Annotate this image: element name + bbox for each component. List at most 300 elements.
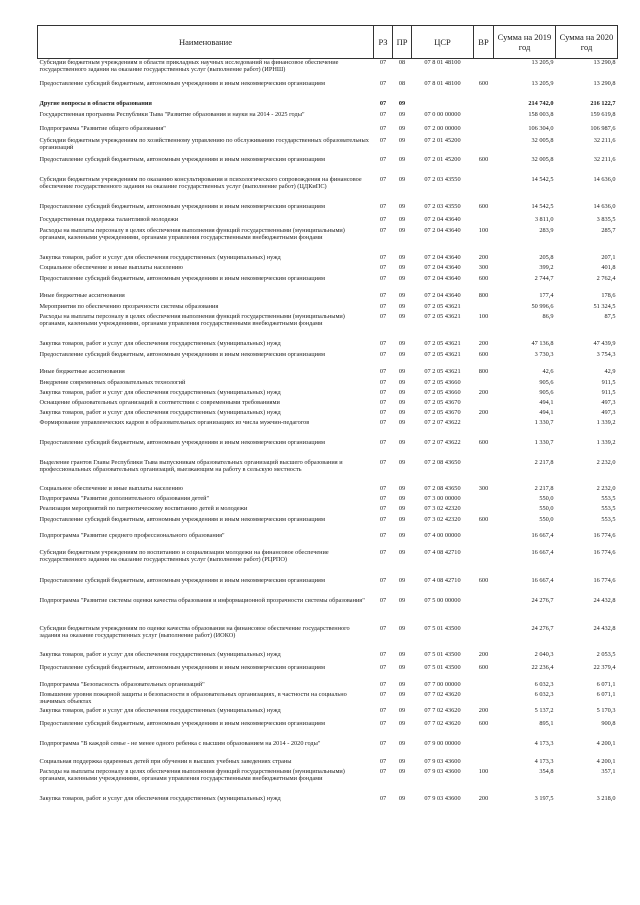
cell-sum-2020: 16 774,6 [593,577,616,584]
table-row [38,419,618,439]
cell-name: Предоставление субсидий бюджетным, автономным учреждениям и иным некоммерческим организациям [39,664,325,671]
table-row [38,664,618,681]
cell-pr: 09 [398,720,406,727]
cell-sum-2019: 2 744,7 [534,275,554,282]
cell-rz: 07 [379,292,387,299]
cell-name: Расходы на выплаты персоналу в целях обеспечения выполнения функций государственными (муниципальными) органами, казенными учреждениями, органами управления государственными внебюджетными фондами [39,313,345,328]
cell-pr: 09 [398,379,406,386]
cell-sum-2019: 3 730,3 [534,351,554,358]
cell-sum-2019: 3 811,0 [534,216,554,223]
cell-sum-2019: 283,9 [539,227,554,234]
cell-name: Расходы на выплаты персоналу в целях обеспечения выполнения функций государственными (муниципальными) органами, казенными учреждениями, органами управления государственными внебюджетными фондами [39,227,345,242]
table-row [38,740,618,758]
cell-sum-2020: 3 218,0 [596,795,616,802]
table-row [38,303,618,313]
cell-sum-2019: 22 236,4 [531,664,554,671]
cell-rz: 07 [379,577,387,584]
cell-rz: 07 [379,340,387,347]
cell-csr: 07 2 04 43640 [424,275,461,282]
cell-name: Реализация мероприятий по патриотическому воспитанию детей и молодежи [39,505,248,512]
cell-vr [474,625,494,651]
cell-sum-2019: 494,1 [539,399,554,406]
cell-rz: 07 [379,59,387,66]
cell-vr [474,597,494,625]
cell-csr: 07 3 00 00000 [424,495,461,502]
cell-rz: 07 [379,389,387,396]
cell-rz: 07 [379,439,387,446]
table-row [38,720,618,740]
cell-rz: 07 [379,399,387,406]
cell-pr: 09 [398,216,406,223]
cell-name: Государственная поддержка талантливой молодежи [39,216,179,223]
cell-csr: 07 2 04 43640 [424,264,461,271]
cell-sum-2019: 16 667,4 [531,577,554,584]
cell-sum-2019: 1 330,7 [534,419,554,426]
header-sum-2020: Сумма на 2020 год [556,26,618,59]
cell-name: Мероприятия по обеспечению прозрачности системы образования [39,303,219,310]
cell-rz: 07 [379,691,387,698]
table-row [38,409,618,419]
cell-sum-2020: 207,1 [601,254,616,261]
cell-csr: 07 9 03 43600 [424,758,461,765]
cell-csr: 07 2 08 43650 [424,485,461,492]
cell-sum-2020: 106 987,6 [590,125,616,132]
cell-vr: 800 [478,292,489,299]
cell-vr [474,740,494,758]
cell-csr: 07 2 05 43621 [424,313,461,320]
cell-sum-2019: 42,6 [542,368,554,375]
cell-vr [474,111,494,125]
table-row [38,758,618,768]
table-body [38,59,618,810]
cell-vr [474,495,494,505]
cell-name: Подпрограмма "Развитие среднего профессионального образования" [39,532,225,539]
cell-vr: 800 [478,368,489,375]
cell-sum-2020: 14 636,0 [593,176,616,183]
cell-name: Иные бюджетные ассигнования [39,292,125,299]
cell-sum-2019: 550,0 [539,516,554,523]
cell-vr: 200 [478,340,489,347]
cell-csr: 07 2 05 43621 [424,340,461,347]
cell-vr [474,549,494,577]
cell-sum-2020: 178,6 [601,292,616,299]
cell-sum-2020: 6 071,1 [596,691,616,698]
cell-name: Субсидии бюджетным учреждениям по оценке качества образования на финансовое обеспечение государственного задания на оказание государственных услуг (выполнение работ) (ИОКО) [39,625,350,640]
cell-csr: 07 2 04 43640 [424,292,461,299]
cell-sum-2020: 285,7 [601,227,616,234]
cell-sum-2019: 47 136,8 [531,340,554,347]
cell-vr [474,399,494,409]
cell-vr [474,100,494,111]
cell-pr: 09 [398,156,406,163]
cell-vr: 100 [478,768,489,775]
cell-pr: 09 [398,707,406,714]
cell-sum-2019: 14 542,5 [531,176,554,183]
cell-sum-2020: 1 339,2 [596,419,616,426]
cell-sum-2020: 51 324,5 [593,303,616,310]
table-row [38,156,618,176]
cell-sum-2019: 3 197,5 [534,795,554,802]
cell-sum-2020: 159 619,8 [590,111,616,118]
cell-vr [474,216,494,227]
cell-pr: 09 [398,227,406,234]
cell-csr: 07 3 02 42320 [424,505,461,512]
cell-pr: 09 [398,125,406,132]
cell-rz: 07 [379,651,387,658]
cell-vr: 200 [478,389,489,396]
cell-sum-2020: 32 211,6 [593,156,616,163]
cell-name: Формирование управленческих кадров в образовательных организациях из числа мужчин-педагогов [39,419,310,426]
cell-vr: 100 [478,313,489,320]
cell-rz: 07 [379,740,387,747]
cell-sum-2019: 2 217,8 [534,485,554,492]
cell-csr: 07 2 05 43621 [424,351,461,358]
cell-csr: 07 2 05 43660 [424,389,461,396]
table-row [38,577,618,597]
table-row [38,532,618,549]
cell-rz: 07 [379,707,387,714]
cell-name: Предоставление субсидий бюджетным, автономным учреждениям и иным некоммерческим организациям [39,577,325,584]
table-row [38,505,618,516]
cell-sum-2019: 24 276,7 [531,597,554,604]
cell-name: Предоставление субсидий бюджетным, автономным учреждениям и иным некоммерческим организациям [39,439,325,446]
cell-csr: 07 2 04 43640 [424,227,461,234]
budget-table [37,25,618,809]
cell-sum-2019: 1 330,7 [534,439,554,446]
cell-csr: 07 2 05 43621 [424,368,461,375]
table-row [38,100,618,111]
cell-pr: 09 [398,651,406,658]
table-row [38,439,618,459]
header-rz: РЗ [374,26,393,59]
cell-sum-2020: 22 379,4 [593,664,616,671]
cell-sum-2019: 399,2 [539,264,554,271]
cell-name: Социальная поддержка одаренных детей при обучении в высших учебных заведениях страны [39,758,292,765]
cell-csr: 07 2 01 45200 [424,156,461,163]
cell-rz: 07 [379,758,387,765]
cell-rz: 07 [379,720,387,727]
table-row [38,59,618,81]
cell-name: Предоставление субсидий бюджетным, автономным учреждениям и иным некоммерческим организациям [39,203,325,210]
cell-name: Предоставление субсидий бюджетным, автономным учреждениям и иным некоммерческим организациям [39,516,325,523]
cell-rz: 07 [379,768,387,775]
cell-sum-2020: 401,8 [601,264,616,271]
table-row [38,137,618,156]
cell-rz: 07 [379,125,387,132]
cell-csr: 07 5 01 43500 [424,651,461,658]
header-name: Наименование [38,26,374,59]
cell-pr: 09 [398,532,406,539]
cell-sum-2020: 911,5 [601,379,616,386]
cell-pr: 09 [398,549,406,556]
cell-name: Закупка товаров, работ и услуг для обеспечения государственных (муниципальных) нужд [39,651,281,658]
table-row [38,292,618,303]
table-row [38,216,618,227]
cell-csr: 07 9 00 00000 [424,740,461,747]
cell-rz: 07 [379,505,387,512]
cell-pr: 09 [398,597,406,604]
cell-pr: 09 [398,419,406,426]
cell-sum-2020: 2 232,0 [596,459,616,466]
cell-sum-2020: 4 200,1 [596,740,616,747]
cell-pr: 09 [398,137,406,144]
cell-pr: 09 [398,254,406,261]
cell-name: Внедрение современных образовательных технологий [39,379,186,386]
cell-name: Предоставление субсидий бюджетным, автономным учреждениям и иным некоммерческим организациям [39,156,325,163]
cell-sum-2020: 3 835,5 [596,216,616,223]
cell-sum-2019: 550,0 [539,495,554,502]
table-row [38,399,618,409]
cell-rz: 07 [379,597,387,604]
cell-sum-2019: 32 005,8 [531,137,554,144]
cell-sum-2020: 357,1 [601,768,616,775]
cell-name: Предоставление субсидий бюджетным, автономным учреждениям и иным некоммерческим организациям [39,720,325,727]
cell-name: Закупка товаров, работ и услуг для обеспечения государственных (муниципальных) нужд [39,254,281,261]
cell-vr: 600 [478,439,489,446]
cell-csr: 07 7 00 00000 [424,681,461,688]
cell-sum-2019: 13 205,9 [531,59,554,66]
cell-csr: 07 2 04 43640 [424,254,461,261]
header-csr: ЦСР [412,26,474,59]
cell-rz: 07 [379,203,387,210]
cell-vr [474,691,494,707]
cell-csr [412,100,474,111]
cell-rz: 07 [379,681,387,688]
cell-vr: 600 [478,577,489,584]
cell-vr: 600 [478,156,489,163]
cell-pr: 09 [398,313,406,320]
cell-sum-2019: 494,1 [539,409,554,416]
table-row [38,264,618,275]
cell-sum-2019: 86,9 [542,313,554,320]
cell-sum-2020: 2 053,5 [596,651,616,658]
cell-sum-2019: 2 040,3 [534,651,554,658]
cell-sum-2020: 216 122,7 [590,100,616,107]
cell-vr: 600 [478,275,489,282]
cell-sum-2020: 5 170,3 [596,707,616,714]
cell-sum-2020: 553,5 [601,495,616,502]
cell-name: Субсидии бюджетным учреждениям в области прикладных научных исследований на финансовое обеспечение государственного задания на оказание государственных услуг (выполнение работ) (ИРНШ) [39,59,339,74]
cell-csr: 07 8 01 48100 [424,80,461,87]
cell-sum-2019: 5 137,2 [534,707,554,714]
cell-name: Подпрограмма "Развитие системы оценки качества образования и информационной прозрачности системы образования" [39,597,365,604]
cell-csr: 07 2 08 43650 [424,459,461,466]
cell-csr: 07 7 02 43620 [424,720,461,727]
cell-sum-2019: 214 742,0 [528,100,554,107]
cell-sum-2020: 4 200,1 [596,758,616,765]
cell-vr: 600 [478,664,489,671]
cell-sum-2019: 6 032,3 [534,681,554,688]
table-row [38,495,618,505]
cell-name: Социальное обеспечение и иные выплаты населению [39,485,183,492]
cell-csr: 07 2 00 00000 [424,125,461,132]
cell-pr: 09 [398,399,406,406]
cell-csr: 07 3 02 42320 [424,516,461,523]
cell-rz: 07 [379,419,387,426]
cell-name: Закупка товаров, работ и услуг для обеспечения государственных (муниципальных) нужд [39,389,281,396]
cell-pr: 09 [398,495,406,502]
cell-name: Расходы на выплаты персоналу в целях обеспечения выполнения функций государственными (муниципальными) органами, казенными учреждениями, органами управления государственными внебюджетными фондами [39,768,345,783]
cell-name: Закупка товаров, работ и услуг для обеспечения государственных (муниципальных) нужд [39,795,281,802]
cell-vr [474,459,494,485]
cell-vr: 600 [478,351,489,358]
table-row [38,340,618,351]
cell-csr: 07 2 05 43660 [424,379,461,386]
cell-csr: 07 2 03 43550 [424,176,461,183]
table-row [38,368,618,379]
cell-vr: 200 [478,651,489,658]
cell-sum-2020: 24 432,8 [593,597,616,604]
cell-pr: 09 [398,459,406,466]
cell-sum-2019: 158 003,8 [528,111,554,118]
cell-pr: 09 [398,409,406,416]
cell-name: Закупка товаров, работ и услуг для обеспечения государственных (муниципальных) нужд [39,707,281,714]
cell-pr: 09 [398,176,406,183]
cell-sum-2020: 2 762,4 [596,275,616,282]
cell-sum-2019: 4 173,3 [534,758,554,765]
table-row [38,203,618,216]
cell-sum-2019: 16 667,4 [531,549,554,556]
cell-rz: 07 [379,303,387,310]
cell-vr [474,681,494,691]
cell-vr: 200 [478,707,489,714]
cell-name: Повышение уровня пожарной защиты и безопасности в образовательных организациях, в частности на социально значимых объектах [39,691,347,706]
cell-sum-2020: 14 636,0 [593,203,616,210]
cell-vr: 100 [478,227,489,234]
cell-sum-2019: 16 667,4 [531,532,554,539]
cell-csr: 07 4 00 00000 [424,532,461,539]
cell-csr: 07 2 01 45200 [424,137,461,144]
cell-sum-2019: 106 304,0 [528,125,554,132]
cell-vr: 300 [478,264,489,271]
cell-pr: 09 [398,111,406,118]
cell-rz: 07 [379,549,387,556]
cell-pr: 09 [398,505,406,512]
cell-rz: 07 [379,264,387,271]
cell-pr: 09 [398,691,406,698]
cell-pr: 09 [398,577,406,584]
table-row [38,313,618,340]
cell-csr: 07 5 01 43500 [424,664,461,671]
cell-vr [474,419,494,439]
cell-sum-2020: 900,8 [601,720,616,727]
cell-csr: 07 9 03 43600 [424,768,461,775]
cell-vr: 200 [478,254,489,261]
cell-csr: 07 2 04 43640 [424,216,461,223]
cell-sum-2019: 32 005,8 [531,156,554,163]
table-row [38,795,618,809]
cell-pr: 09 [398,389,406,396]
cell-vr [474,505,494,516]
cell-sum-2020: 497,3 [601,409,616,416]
cell-rz: 07 [379,80,387,87]
cell-rz: 07 [379,625,387,632]
cell-pr: 09 [398,485,406,492]
cell-name: Социальное обеспечение и иные выплаты населению [39,264,183,271]
cell-rz: 07 [379,532,387,539]
table-row [38,768,618,795]
cell-csr: 07 5 01 43500 [424,625,461,632]
cell-rz: 07 [379,368,387,375]
table-row [38,625,618,651]
cell-sum-2020: 3 754,3 [596,351,616,358]
table-row [38,549,618,577]
cell-csr: 07 7 02 43620 [424,691,461,698]
table-row [38,351,618,368]
cell-sum-2020: 553,5 [601,516,616,523]
cell-pr: 09 [398,681,406,688]
cell-sum-2020: 42,9 [604,368,616,375]
table-row [38,651,618,664]
table-row [38,111,618,125]
cell-sum-2020: 16 774,6 [593,532,616,539]
cell-sum-2019: 13 205,9 [531,80,554,87]
table-row [38,275,618,292]
cell-name: Субсидии бюджетным учреждениям по хозяйственному управлению по обслуживанию государственных образовательных организаций [39,137,369,152]
cell-rz: 07 [379,137,387,144]
cell-pr: 09 [398,275,406,282]
cell-sum-2019: 905,6 [539,379,554,386]
cell-sum-2020: 497,3 [601,399,616,406]
table-row [38,459,618,485]
cell-sum-2019: 177,4 [539,292,554,299]
cell-vr [474,125,494,137]
cell-vr: 600 [478,720,489,727]
cell-name: Государственная программа Республики Тыва "Развитие образования и науки на 2014 - 2025 годы" [39,111,305,118]
cell-rz: 07 [379,459,387,466]
cell-name: Предоставление субсидий бюджетным, автономным учреждениям и иным некоммерческим организациям [39,275,325,282]
header-sum-2019: Сумма на 2019 год [494,26,556,59]
cell-sum-2020: 24 432,8 [593,625,616,632]
cell-rz: 07 [379,351,387,358]
header-row [38,26,618,59]
cell-name: Субсидии бюджетным учреждениям по воспитанию и социализации молодежи на финансовое обеспечение государственного задания на оказание государственных услуг (выполнение работ) (РЦРПО) [39,549,329,564]
cell-vr: 300 [478,485,489,492]
cell-pr: 08 [398,59,406,66]
cell-csr: 07 2 05 43670 [424,399,461,406]
cell-name: Закупка товаров, работ и услуг для обеспечения государственных (муниципальных) нужд [39,340,281,347]
cell-csr: 07 0 00 00000 [424,111,461,118]
cell-name: Закупка товаров, работ и услуг для обеспечения государственных (муниципальных) нужд [39,409,281,416]
budget-sheet [37,25,617,809]
cell-sum-2019: 50 996,6 [531,303,554,310]
cell-csr: 07 2 05 43621 [424,303,461,310]
cell-sum-2019: 205,8 [539,254,554,261]
cell-sum-2020: 13 290,8 [593,59,616,66]
cell-pr: 09 [398,340,406,347]
cell-rz: 07 [379,379,387,386]
cell-rz: 07 [379,100,387,107]
cell-name: Подпрограмма "Безопасность образовательных организаций" [39,681,205,688]
cell-vr: 600 [478,203,489,210]
cell-vr [474,532,494,549]
cell-csr: 07 2 03 43550 [424,203,461,210]
cell-sum-2019: 550,0 [539,505,554,512]
table-row [38,227,618,254]
cell-vr [474,303,494,313]
cell-sum-2020: 911,5 [601,389,616,396]
cell-sum-2020: 47 439,9 [593,340,616,347]
cell-pr: 09 [398,292,406,299]
header-vr: ВР [474,26,494,59]
cell-rz: 07 [379,275,387,282]
cell-csr: 07 4 08 42710 [424,549,461,556]
cell-name: Оснащение образовательных организаций в соответствии с современными требованиями [39,399,280,406]
cell-rz: 07 [379,795,387,802]
cell-pr: 09 [398,758,406,765]
cell-rz: 07 [379,313,387,320]
cell-pr: 09 [398,351,406,358]
